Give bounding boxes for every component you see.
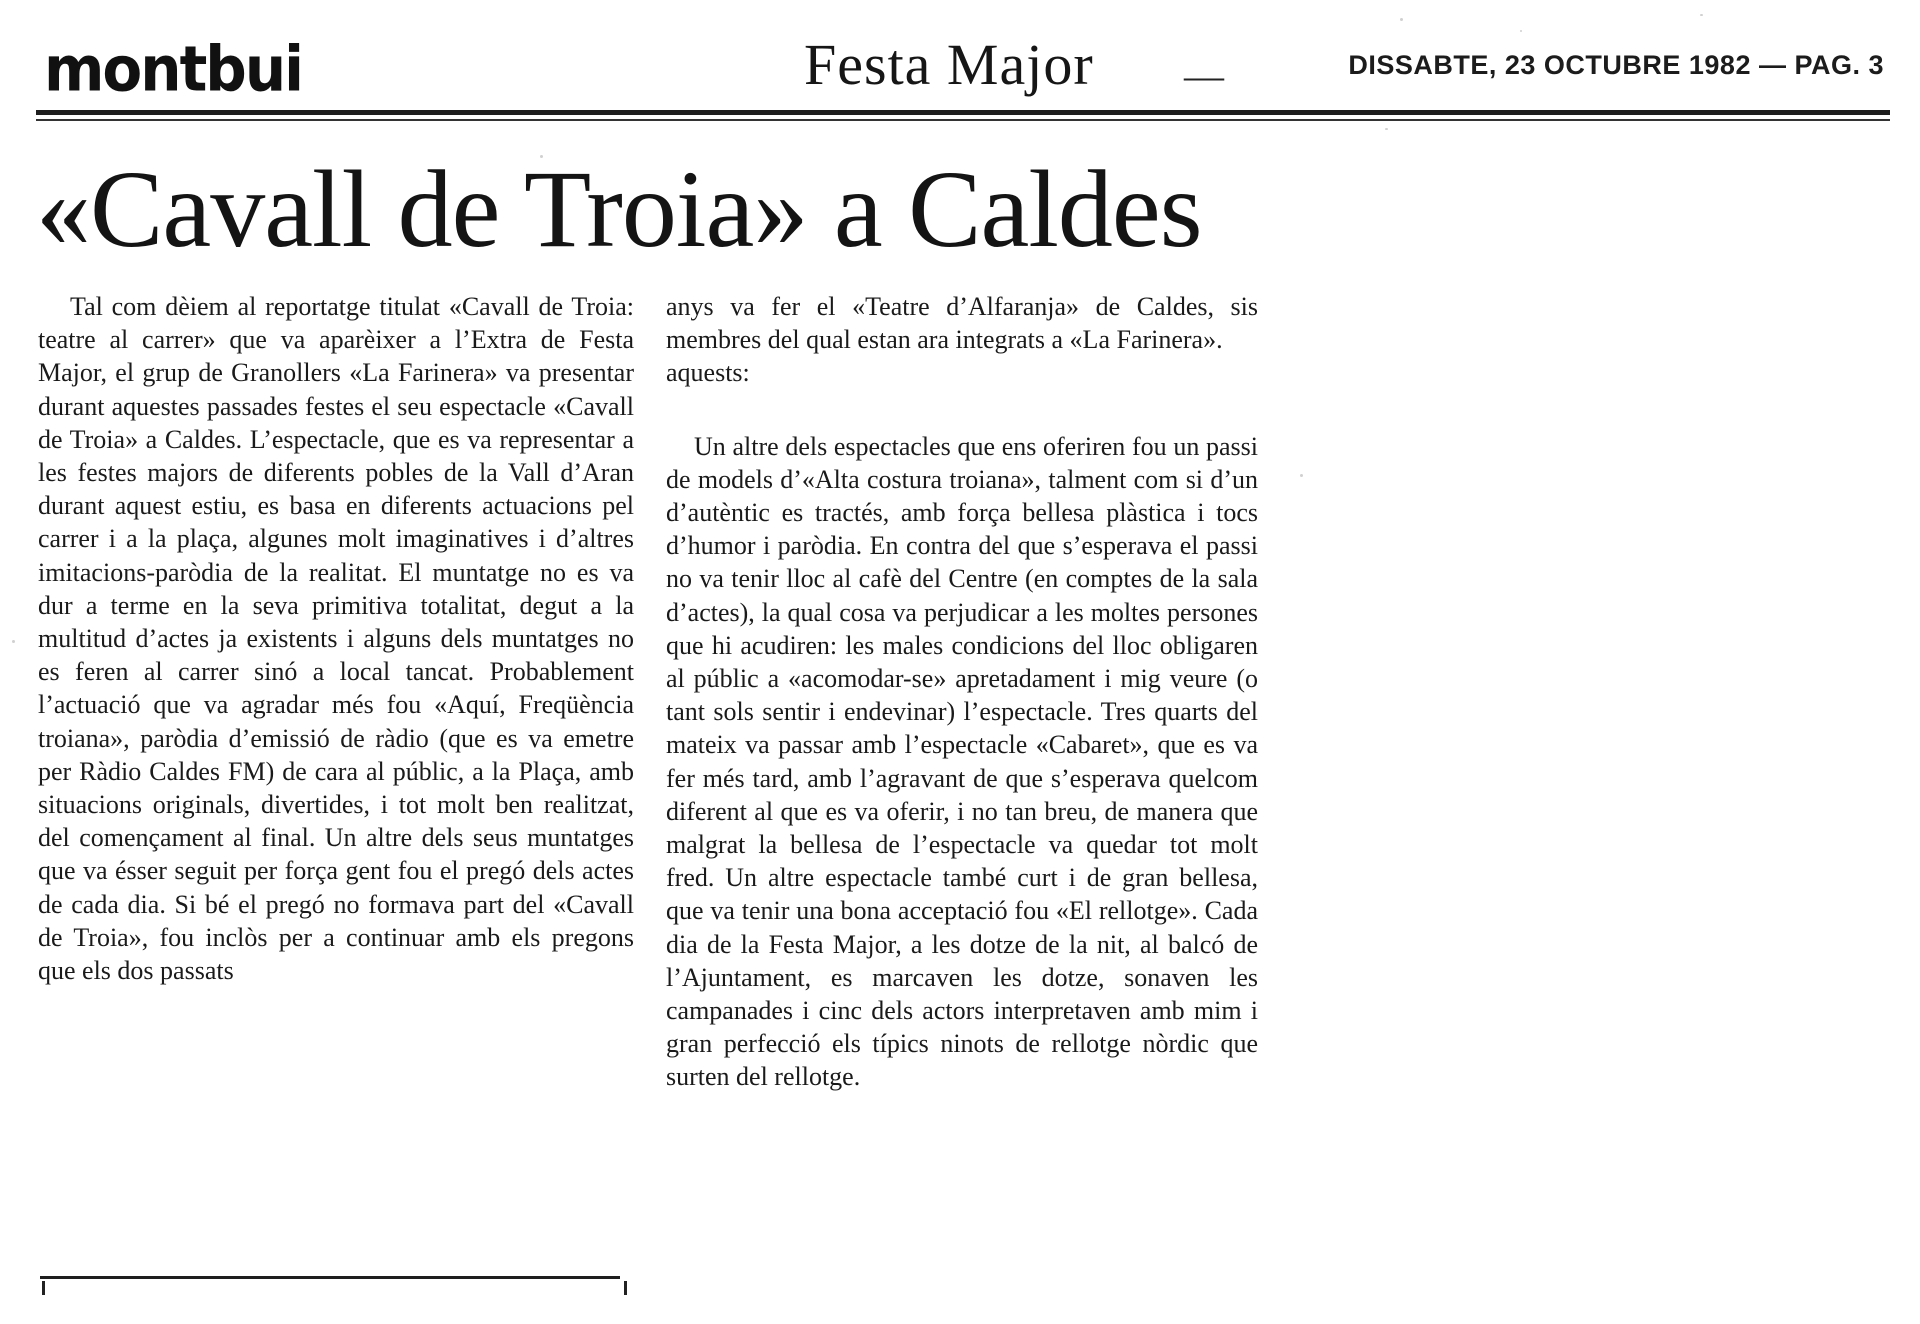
scan-speck [540, 155, 543, 158]
newspaper-logo: montbui [44, 32, 302, 106]
article-headline: «Cavall de Troia» a Caldes [36, 148, 1202, 270]
dateline: DISSABTE, 23 OCTUBRE 1982 — PAG. 3 [1348, 50, 1884, 80]
article-column-2 [666, 290, 1258, 1280]
article-column-1 [38, 290, 634, 1230]
column-end-tick-right [624, 1281, 627, 1295]
article-paragraph: aquests: [666, 358, 750, 388]
article-paragraph: anys va fer el «Teatre d’Alfaranja» de Caldes, sis membres del qual estan ara integrats a «La Farinera». [666, 292, 1258, 355]
article-paragraph: Un altre dels espectacles que ens oferiren fou un passi de models d’«Alta costura troiana», talment com si d’un d’autèntic es tractés, amb força bellesa plàstica i tocs d’humor i paròdia. En contra del que s’esperava el passi no va tenir lloc al cafè del Centre (en comptes de la sala d’actes), la qual cosa va perjudicar a les moltes persones que hi acudiren: les males condicions del lloc obligaren al públic a «acomodar-se» apretadament i mig veure (o tant sols sentir i endevinar) l’espectacle. Tres quarts del mateix va passar amb l’espectacle «Cabaret», que es va fer més tard, amb l’agravant de que s’esperava quelcom diferent al que es va oferir, i no tan breu, de manera que malgrat la bellesa de l’espectacle va quedar tot molt fred. Un altre espectacle també curt i de gran bellesa, que va tenir una bona acceptació fou «El rellotge». Cada dia de la Festa Major, a les dotze de la nit, al balcó de l’Ajuntament, es marcaven les dotze, sonaven les campanades i cinc dels actors interpretaven amb mim i gran perfecció els típics ninots de rellotge nòrdic que surten del rellotge. [666, 431, 1258, 1092]
article-paragraph: Tal com dèiem al reportatge titulat «Cavall de Troia: teatre al carrer» que va aparèixer a l’Extra de Festa Major, el grup de Granollers «La Farinera» va presentar durant aquestes passades festes el seu espectacle «Cavall de Troia» a Caldes. L’espectacle, que es va representar a les festes majors de diferents pobles de la Vall d’Aran durant aquest estiu, es basa en diferents actuacions pel carrer i a la plaça, algunes molt imaginatives i d’altres imitacions-paròdia de la realitat. El muntatge no es va dur a terme en la seva primitiva totalitat, degut a la multitud d’actes ja existents i alguns dels muntatges no es feren al carrer sinó a local tancat. Probablement l’actuació que va agradar més fou «Aquí, Freqüència troiana», paròdia d’emissió de ràdio (que es va emetre per Ràdio Caldes FM) de cara al públic, a la Plaça, amb situacions originals, divertides, i tot molt ben realitzat, del començament al final. Un altre dels seus muntatges que va ésser seguit per força gent fou el pregó dels actes de cada dia. Si bé el pregó no formava part del «Cavall de Troia», fou inclòs per a continuar amb els pregons que els dos passats [38, 292, 634, 986]
section-title: Festa Major [804, 32, 1094, 97]
scan-speck [12, 640, 15, 643]
scan-speck [1700, 14, 1703, 16]
masthead [36, 22, 1890, 132]
scan-speck [1300, 474, 1303, 477]
section-dash: — [1184, 53, 1224, 98]
masthead-rule-thick [36, 110, 1890, 115]
scan-speck [1385, 128, 1388, 130]
scan-speck [1520, 30, 1522, 32]
column-end-tick-left [42, 1281, 45, 1295]
column-end-rule [40, 1276, 620, 1279]
masthead-rule-thin [36, 119, 1890, 121]
scan-speck [1400, 18, 1403, 21]
